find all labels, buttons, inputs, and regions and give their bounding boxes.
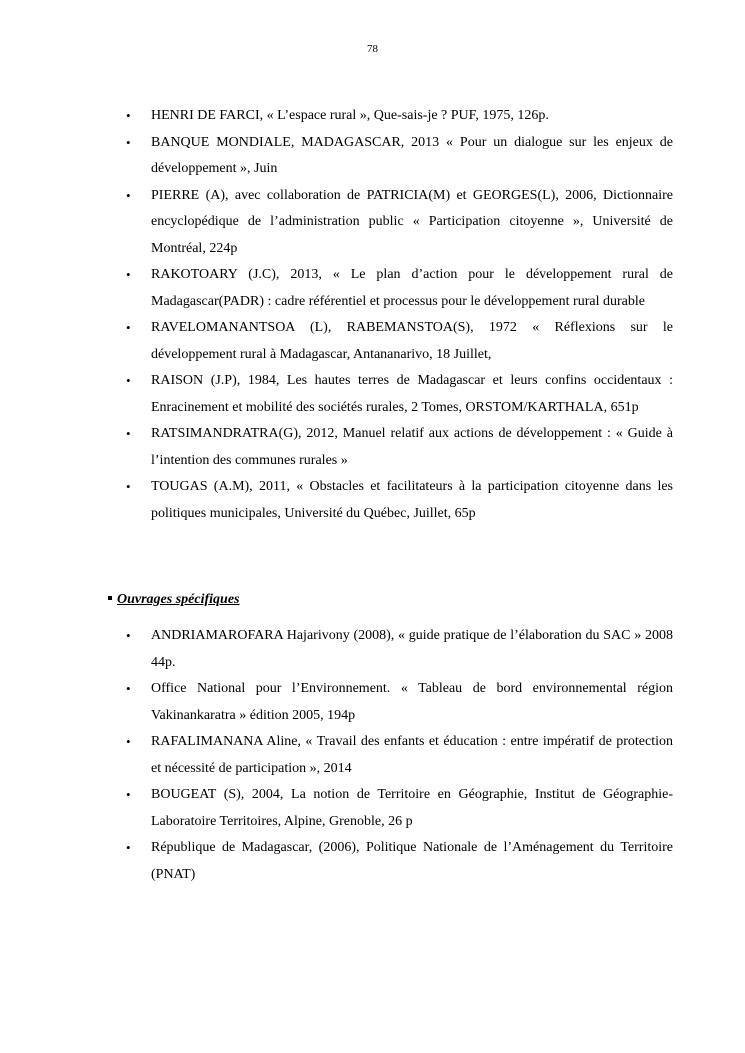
bibliography-text: RAKOTOARY (J.C), 2013, « Le plan d’action pour le développement rural de Madagascar(PADR) : cadre référentiel et processus pour le développement rural durable — [151, 267, 673, 309]
bibliography-text: TOUGAS (A.M), 2011, « Obstacles et facilitateurs à la participation citoyenne dans les politiques municipales, Université du Québec, Juillet, 65p — [151, 479, 673, 521]
bullet-icon: • — [126, 787, 131, 802]
bibliography-item — [0, 676, 673, 729]
bibliography-text: ANDRIAMAROFARA Hajarivony (2008), « guide pratique de l’élaboration du SAC » 2008 44p. — [151, 628, 673, 670]
bullet-icon: • — [126, 320, 131, 335]
bibliography-text: Office National pour l’Environnement. « Tableau de bord environnemental région Vakinankaratra » édition 2005, 194p — [151, 681, 673, 723]
bibliography-text: RAISON (J.P), 1984, Les hautes terres de Madagascar et leurs confins occidentaux : Enracinement et mobilité des sociétés rurales, 2 Tomes, ORSTOM/KARTHALA, 651p — [151, 373, 673, 415]
bibliography-text: RAFALIMANANA Aline, « Travail des enfants et éducation : entre impératif de protection et nécessité de participation », 2014 — [151, 734, 673, 776]
bibliography-item — [0, 130, 673, 183]
bibliography-text: PIERRE (A), avec collaboration de PATRICIA(M) et GEORGES(L), 2006, Dictionnaire encyclopédique de l’administration public « Participation citoyenne », Université de Montréal, 224p — [151, 187, 673, 256]
bibliography-item — [0, 623, 673, 676]
bullet-icon: • — [126, 187, 131, 203]
square-bullet-icon — [108, 596, 112, 600]
general-bibliography-list — [0, 103, 673, 527]
bullet-icon: • — [126, 373, 131, 388]
bullet-icon: • — [126, 134, 131, 150]
bibliography-item — [0, 835, 673, 888]
bullet-icon: • — [126, 108, 131, 123]
bibliography-text: RATSIMANDRATRA(G), 2012, Manuel relatif aux actions de développement : « Guide à l’intention des communes rurales » — [151, 426, 673, 468]
bibliography-item — [0, 262, 673, 315]
bibliography-item — [0, 729, 673, 782]
bibliography-text: BANQUE MONDIALE, MADAGASCAR, 2013 « Pour un dialogue sur les enjeux de développement », Juin — [151, 134, 673, 176]
section-heading-label: Ouvrages spécifiques — [117, 592, 240, 607]
bullet-icon: • — [126, 681, 131, 696]
bullet-icon: • — [126, 479, 131, 494]
bullet-icon: • — [126, 840, 131, 855]
bullet-icon: • — [126, 734, 131, 749]
bullet-icon: • — [126, 628, 131, 643]
bibliography-item — [0, 368, 673, 421]
bibliography-item — [0, 103, 673, 130]
bullet-icon: • — [126, 426, 131, 441]
bibliography-text: HENRI DE FARCI, « L’espace rural », Que-sais-je ? PUF, 1975, 126p. — [151, 108, 549, 123]
bibliography-item — [0, 315, 673, 368]
bibliography-text: RAVELOMANANTSOA (L), RABEMANSTOA(S), 1972 « Réflexions sur le développement rural à Madagascar, Antananarivo, 18 Juillet, — [151, 320, 673, 362]
page-number: 78 — [367, 43, 378, 55]
bibliography-item — [0, 782, 673, 835]
section-heading-ouvrages-specifiques — [108, 589, 240, 611]
bibliography-text: République de Madagascar, (2006), Politique Nationale de l’Aménagement du Territoire (PNAT) — [151, 840, 673, 882]
specific-bibliography-list — [0, 623, 673, 888]
bibliography-item — [0, 474, 673, 527]
bibliography-item — [0, 421, 673, 474]
bullet-icon: • — [126, 267, 131, 282]
bibliography-text: BOUGEAT (S), 2004, La notion de Territoire en Géographie, Institut de Géographie-Laboratoire Territoires, Alpine, Grenoble, 26 p — [151, 787, 673, 829]
bibliography-item — [0, 183, 673, 263]
